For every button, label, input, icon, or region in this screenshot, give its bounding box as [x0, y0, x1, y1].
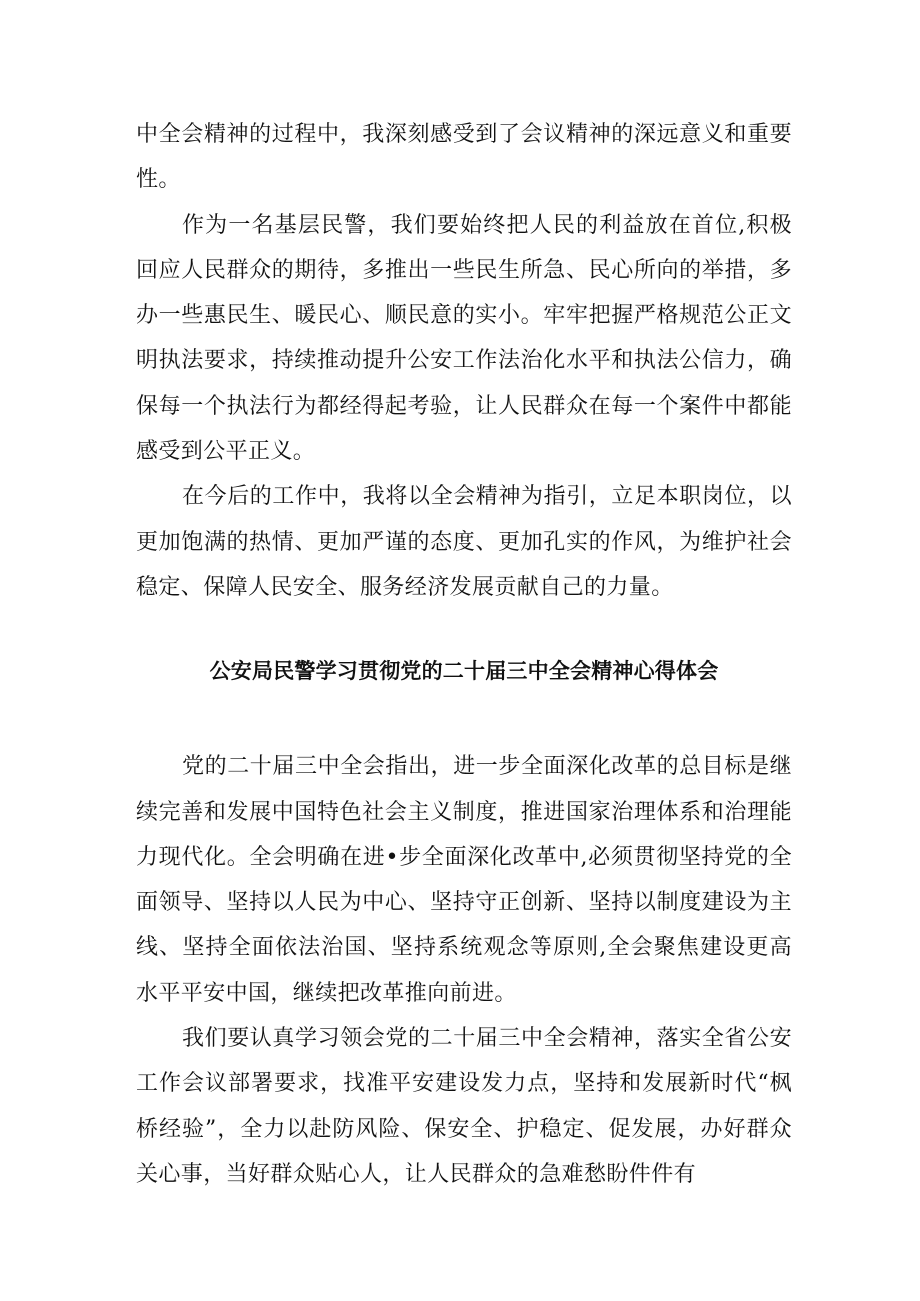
paragraph-plenum-goals: 党的二十届三中全会指出，进一步全面深化改革的总目标是继续完善和发展中国特色社会主义制度，推进国家治理体系和治理能力现代化。全会明确在进•步全面深化改革中,必须贯彻坚持党的全面领导、坚持以人民为中心、坚持守正创新、坚持以制度建设为主线、坚持全面依法治国、坚持系统观念等原则,全会聚焦建设更高水平平安中国，继续把改革推向前进。 [136, 754, 792, 1006]
paragraph-grassroots-police: 作为一名基层民警，我们要始终把人民的利益放在首位,积极回应人民群众的期待，多推出一些民生所急、民心所向的举措，多办一些惠民生、暖民心、顺民意的实小。牢牢把握严格规范公正文明执法要求，持续推动提升公安工作法治化水平和执法公信力，确保每一个执法行为都经得起考验，让人民群众在每一个案件中都能感受到公平正义。 [136, 212, 792, 465]
paragraph-study-spirit: 我们要认真学习领会党的二十届三中全会精神，落实全省公安工作会议部署要求，找准平安建设发力点，坚持和发展新时代“枫桥经验”，全力以赴防风险、保安全、护稳定、促发展，办好群众关心事，当好群众贴心人，让人民群众的急难愁盼件件有 [136, 1026, 792, 1187]
section-title: 公安局民警学习贯彻党的二十届三中全会精神心得体会 [209, 659, 719, 684]
document-page [136, 112, 792, 1197]
paragraph-continuation: 中全会精神的过程中，我深刻感受到了会议精神的深远意义和重要性。 [136, 122, 792, 193]
paragraph-future-work: 在今后的工作中，我将以全会精神为指引，立足本职岗位，以更加饱满的热情、更加严谨的态度、更加孔实的作风，为维护社会稳定、保障人民安全、服务经济发展贡献自己的力量。 [136, 484, 792, 600]
